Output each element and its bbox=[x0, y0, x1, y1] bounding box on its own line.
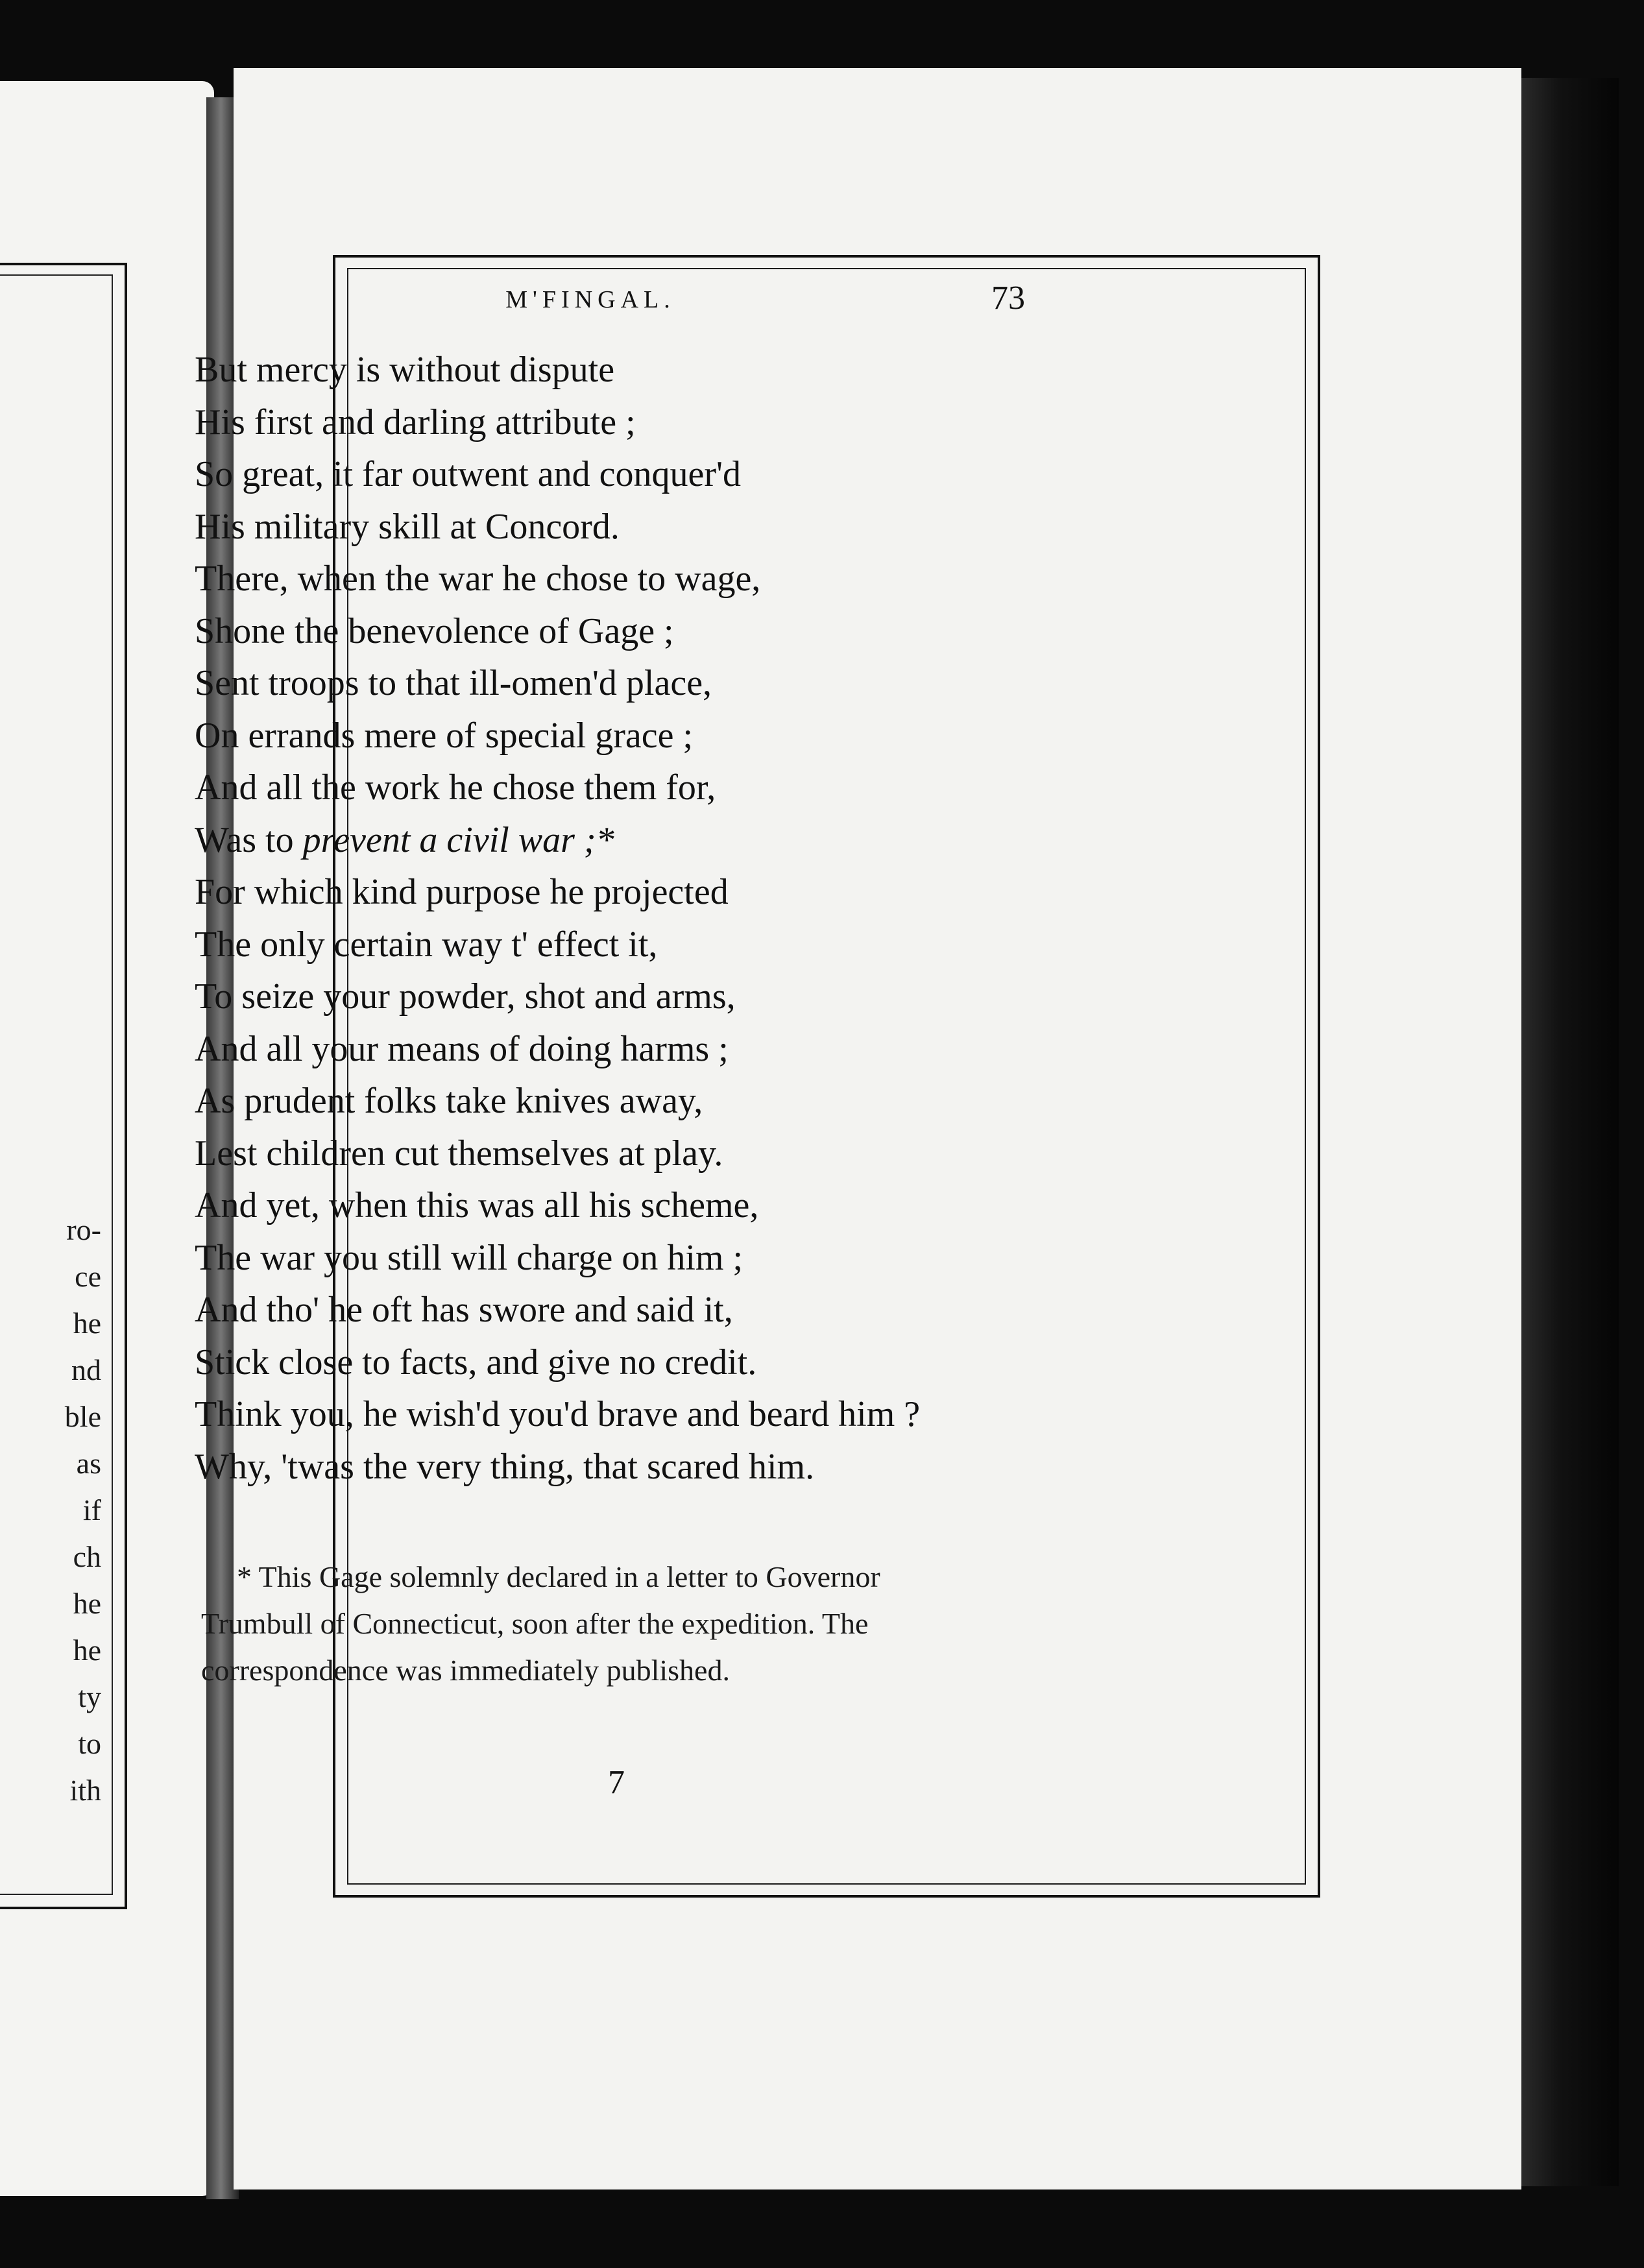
verse-line: And all the work he chose them for, bbox=[195, 767, 716, 808]
verse-line: And tho' he oft has swore and said it, bbox=[195, 1290, 733, 1330]
verse-line: There, when the war he chose to wage, bbox=[195, 559, 761, 599]
verse-line: Shone the benevolence of Gage ; bbox=[195, 610, 674, 651]
verse-line: And yet, when this was all his scheme, bbox=[195, 1185, 759, 1225]
verse-line: Why, 'twas the very thing, that scared him. bbox=[195, 1446, 815, 1487]
running-head: M'FINGAL. bbox=[505, 286, 675, 313]
left-fragment-line: to bbox=[78, 1727, 101, 1760]
left-fragment-line: ro- bbox=[66, 1213, 101, 1246]
verse-line: As prudent folks take knives away, bbox=[195, 1081, 703, 1121]
verse-line: To seize your powder, shot and arms, bbox=[195, 976, 736, 1017]
left-fragment-line: ty bbox=[78, 1680, 101, 1713]
left-fragment-line: ith bbox=[69, 1774, 101, 1807]
left-page-text-fragments bbox=[0, 1207, 101, 1814]
verse-line: On errands mere of special grace ; bbox=[195, 715, 694, 756]
verse-line: His military skill at Concord. bbox=[195, 506, 620, 547]
verse-line: The war you still will charge on him ; bbox=[195, 1237, 743, 1278]
verse-line: But mercy is without dispute bbox=[195, 350, 615, 390]
left-fragment-line: he bbox=[73, 1634, 101, 1667]
signature-mark: 7 bbox=[608, 1764, 625, 1801]
verse-block bbox=[195, 344, 1077, 1493]
left-fragment-line: if bbox=[82, 1493, 101, 1526]
footnote bbox=[201, 1554, 1252, 1694]
left-fragment-line: he bbox=[73, 1307, 101, 1340]
verse-italic-phrase: prevent a civil war ;* bbox=[302, 819, 614, 860]
footnote-line: Trumbull of Connecticut, soon after the expedition. The bbox=[201, 1607, 869, 1640]
left-fragment-line: ch bbox=[73, 1540, 101, 1573]
left-fragment-line: ce bbox=[75, 1260, 101, 1293]
verse-line: The only certain way t' effect it, bbox=[195, 924, 658, 965]
verse-line: So great, it far outwent and conquer'd bbox=[195, 454, 742, 494]
verse-line: Think you, he wish'd you'd brave and beard him ? bbox=[195, 1394, 921, 1434]
left-fragment-line: as bbox=[76, 1447, 101, 1480]
footnote-line: * This Gage solemnly declared in a letter to Governor bbox=[237, 1560, 880, 1593]
verse-line: Sent troops to that ill-omen'd place, bbox=[195, 663, 712, 703]
left-fragment-line: ble bbox=[64, 1400, 101, 1433]
verse-line: For which kind purpose he projected bbox=[195, 872, 729, 912]
footnote-line: correspondence was immediately published. bbox=[201, 1654, 730, 1687]
left-facing-page bbox=[0, 81, 214, 2196]
verse-line: Lest children cut themselves at play. bbox=[195, 1133, 723, 1174]
verse-line: His first and darling attribute ; bbox=[195, 402, 636, 442]
verse-line: And all your means of doing harms ; bbox=[195, 1028, 729, 1069]
page-number: 73 bbox=[991, 280, 1025, 317]
left-fragment-line: nd bbox=[71, 1353, 101, 1386]
page-edge-shadow bbox=[1521, 78, 1619, 2186]
verse-line: Was to prevent a civil war ;* bbox=[195, 819, 614, 860]
left-fragment-line: he bbox=[73, 1587, 101, 1620]
verse-line: Stick close to facts, and give no credit. bbox=[195, 1342, 757, 1382]
